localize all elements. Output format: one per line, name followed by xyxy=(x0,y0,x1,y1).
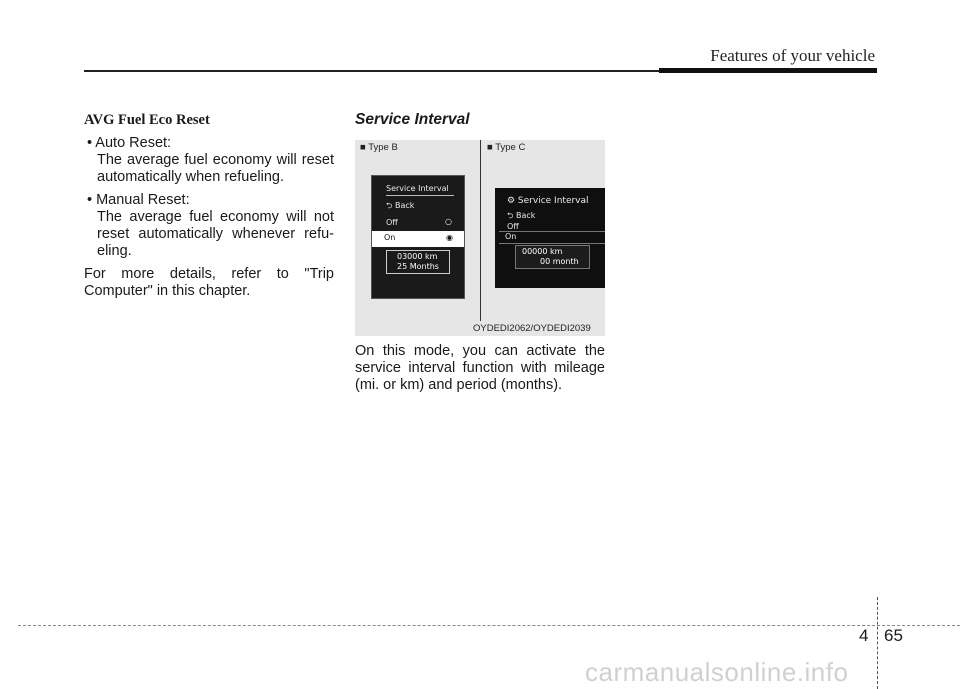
type-c-label: ■ Type C xyxy=(487,142,526,153)
radio-on-icon: ◉ xyxy=(446,233,453,242)
type-b-months-value: 25 Months xyxy=(397,262,439,271)
type-c-on-item: On xyxy=(505,232,517,241)
more-details-text: For more details, refer to "Trip Computer" in this chapter. xyxy=(84,266,334,299)
watermark: carmanualsonline.info xyxy=(585,657,849,687)
type-b-screen xyxy=(371,175,465,299)
type-b-on-item: On xyxy=(384,233,396,242)
type-b-on-row xyxy=(372,231,464,247)
footer-rule xyxy=(18,625,960,626)
auto-reset-label: • Auto Reset: xyxy=(87,135,172,151)
type-b-km-value: 03000 km xyxy=(397,252,438,261)
type-c-back-item: ⮌ Back xyxy=(507,211,536,220)
type-b-off-item: Off xyxy=(386,218,398,227)
type-c-screen-title: ⚙ Service Interval xyxy=(507,196,589,206)
type-b-interval-box xyxy=(386,250,450,274)
radio-off-icon: ○ xyxy=(445,217,452,226)
avg-fuel-eco-reset-heading: AVG Fuel Eco Reset xyxy=(84,112,210,128)
footer-page-divider xyxy=(877,597,878,689)
type-c-screen xyxy=(495,188,605,288)
auto-reset-text: The average fuel economy will reset automatically when refueling. xyxy=(97,152,334,185)
type-c-months-value: 00 month xyxy=(540,257,579,266)
service-interval-heading: Service Interval xyxy=(355,111,470,128)
service-interval-figure xyxy=(355,140,605,336)
type-b-label: ■ Type B xyxy=(360,142,398,153)
manual-reset-text: The average fuel economy will not reset automatically whenever refu-eling. xyxy=(97,209,334,259)
figure-code: OYDEDI2062/OYDEDI2039 xyxy=(473,323,591,334)
type-c-interval-box xyxy=(515,245,590,269)
figure-divider xyxy=(480,140,481,321)
type-c-km-value: 00000 km xyxy=(522,247,563,256)
page-number: 65 xyxy=(884,626,903,645)
header-rule xyxy=(84,70,659,72)
type-b-screen-title: Service Interval xyxy=(386,184,449,193)
service-interval-description: On this mode, you can activate the service interval function with mileage (mi. or km) and period (months). xyxy=(355,343,605,393)
manual-reset-label: • Manual Reset: xyxy=(87,192,190,208)
type-b-title-underline xyxy=(386,195,454,196)
section-header-title: Features of your vehicle xyxy=(710,46,875,65)
type-b-back-item: ⮌ Back xyxy=(386,201,415,210)
chapter-number: 4 xyxy=(859,626,869,645)
header-rule-accent xyxy=(659,68,877,73)
type-c-off-item: Off xyxy=(507,222,519,231)
type-c-on-row xyxy=(499,231,605,244)
